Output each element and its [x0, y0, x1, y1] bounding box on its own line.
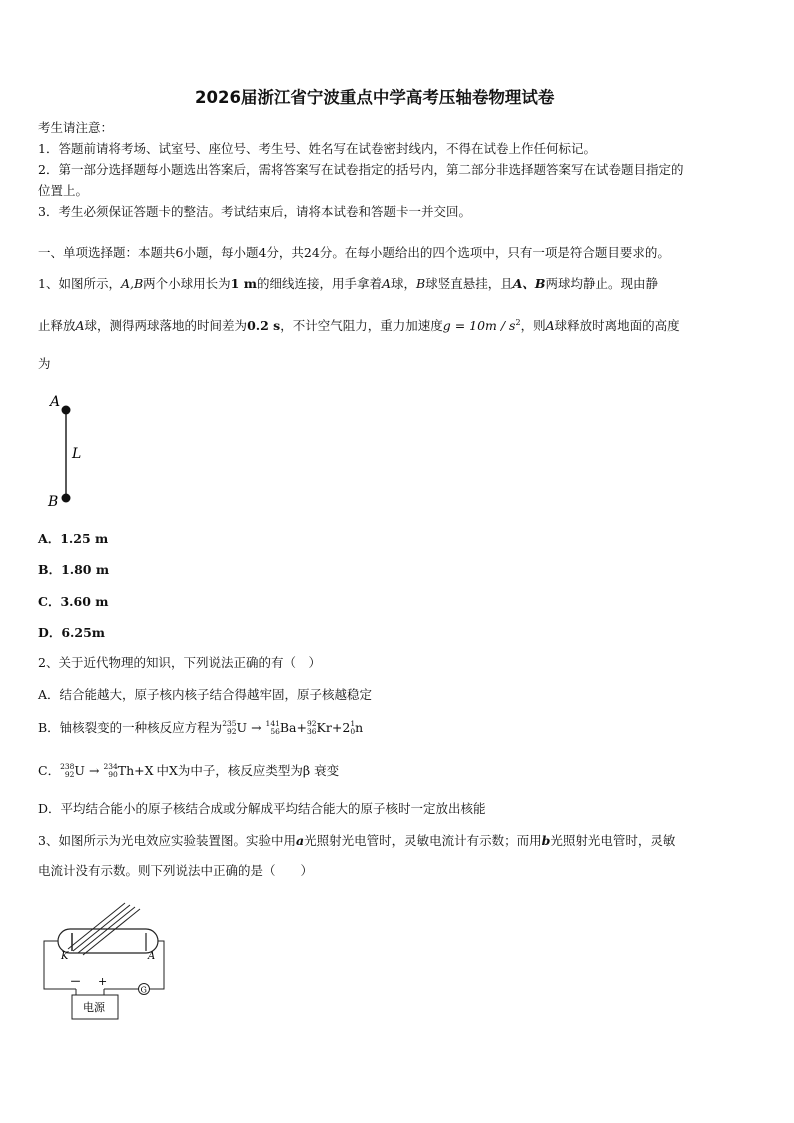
- symbol: U: [236, 720, 248, 735]
- symbol: Th+X: [117, 763, 154, 778]
- notice-item-1: 1．答题前请将考场、试室号、座位号、考生号、姓名写在试卷密封线内，不得在试卷上作任何标记。: [38, 141, 596, 156]
- light-ray: [78, 907, 135, 953]
- q1-line-1: [38, 276, 658, 291]
- q1-option-d[interactable]: D．6.25m: [38, 625, 106, 640]
- q1-text: 球竖直悬挂，且: [425, 276, 513, 291]
- q3-text: 光照射光电管时，灵敏电流计有示数；而用: [304, 833, 542, 848]
- section-heading: 一、单项选择题：本题共6小题，每小题4分，共24分。在每小题给出的四个选项中，只有一项是符合题目要求的。: [38, 245, 670, 260]
- photo-tube: [58, 929, 158, 953]
- atomic-number: 0: [350, 726, 356, 736]
- label-g: G: [140, 985, 147, 995]
- q1-var: A: [545, 318, 555, 333]
- q1-text: 球，测得两球落地的时间差为: [84, 318, 248, 333]
- notice-heading: 考生请注意：: [38, 120, 114, 135]
- q1-option-b[interactable]: B．1.80 m: [38, 562, 110, 577]
- mass-number: 92: [307, 719, 317, 728]
- label-k: K: [61, 951, 69, 962]
- q1-option-a[interactable]: A．1.25 m: [38, 531, 109, 546]
- q1-value: 1 m: [230, 276, 257, 291]
- plus-sign: +: [296, 720, 307, 735]
- q2-option-a[interactable]: A．结合能越大，原子核内核子结合得越牢固，原子核越稳定: [38, 687, 373, 702]
- q1-text: 两个小球用长为: [143, 276, 231, 291]
- q2-option-d[interactable]: D．平均结合能小的原子核结合成或分解成平均结合能大的原子核时一定放出核能: [38, 801, 486, 816]
- q1-value: 0.2 s: [247, 318, 281, 333]
- notice-item-2: 2．第一部分选择题每小题选出答案后，需将答案写在试卷指定的括号内，第二部分非选择题答案写在试卷题目指定的: [38, 162, 684, 177]
- symbol: Ba: [279, 720, 297, 735]
- label-source: 电源: [83, 1001, 105, 1014]
- atomic-number: 92: [226, 726, 237, 736]
- q1-text: 两球均静止。现由静: [545, 276, 658, 291]
- nuclide-th234: [103, 763, 117, 778]
- fig-label-b: B: [48, 494, 59, 510]
- q2c-prefix: C．: [38, 763, 61, 778]
- plus-sign: +2: [331, 720, 351, 735]
- q3-line-2: 电流计没有示数。则下列说法中正确的是（ ）: [38, 863, 314, 878]
- q1-text: 1、如图所示，: [38, 276, 121, 291]
- q1-text: 球释放时离地面的高度: [554, 318, 680, 333]
- symbol: U: [74, 763, 85, 778]
- light-ray: [83, 909, 140, 955]
- label-a: A: [148, 951, 156, 962]
- symbol: Kr: [316, 720, 332, 735]
- q2-stem: 2、关于近代物理的知识，下列说法正确的有（ ）: [38, 655, 321, 670]
- symbol: n: [355, 720, 364, 735]
- nuclide-u235: [222, 720, 236, 735]
- atomic-number: 92: [64, 769, 75, 779]
- fig-label-a: A: [50, 394, 61, 410]
- q2c-suffix: 中X为中子，核反应类型为β 衰变: [156, 763, 340, 778]
- q1-var: A: [381, 276, 391, 291]
- fig-label-l: L: [72, 446, 82, 462]
- q1-text: 止释放: [38, 318, 76, 333]
- light-ray: [73, 905, 130, 951]
- q1-text: 球，: [391, 276, 417, 291]
- q2b-prefix: B．铀核裂变的一种核反应方程为: [38, 720, 223, 735]
- q1-text: ，则: [520, 318, 546, 333]
- q1-exponent: 2: [515, 317, 521, 327]
- q2-option-c[interactable]: [38, 763, 339, 778]
- notice-item-3: 3．考生必须保证答题卡的整洁。考试结束后，请将本试卷和答题卡一并交回。: [38, 204, 471, 219]
- nuclide-neutron: [350, 720, 355, 735]
- q3-text: 3、如图所示为光电效应实验装置图。实验中用: [38, 833, 296, 848]
- mass-number: 235: [222, 719, 237, 728]
- q3-figure: [40, 895, 170, 1025]
- q3-line-1: [38, 833, 675, 848]
- q1-formula: g = 10m / s: [442, 318, 516, 333]
- q1-var: A、B: [512, 276, 546, 291]
- atomic-number: 90: [108, 769, 118, 779]
- label-plus: +: [98, 975, 108, 988]
- ball-b: [62, 494, 71, 503]
- ball-a: [62, 406, 71, 415]
- q3-text: 光照射光电管时，灵敏: [550, 833, 676, 848]
- nuclide-ba141: [266, 720, 280, 735]
- label-minus: －: [70, 975, 81, 988]
- q3-var: a: [295, 833, 305, 848]
- q1-option-c[interactable]: C．3.60 m: [38, 594, 109, 609]
- q1-var: A,B: [120, 276, 144, 291]
- nuclide-u238: [60, 763, 74, 778]
- mass-number: 141: [265, 719, 280, 728]
- mass-number: 238: [60, 762, 75, 771]
- q2-option-b[interactable]: [38, 720, 363, 735]
- notice-item-2-cont: 位置上。: [38, 183, 89, 198]
- page-title: 2026届浙江省宁波重点中学高考压轴卷物理试卷: [195, 88, 555, 107]
- q1-text: 的细线连接，用手拿着: [256, 276, 382, 291]
- q1-line-3: 为: [38, 356, 51, 371]
- q1-var: A: [75, 318, 85, 333]
- light-ray: [68, 903, 125, 949]
- nuclide-kr92: [307, 720, 317, 735]
- q3-var: b: [541, 833, 551, 848]
- mass-number: 234: [103, 762, 118, 771]
- atomic-number: 56: [270, 726, 280, 736]
- q1-line-2: [38, 318, 680, 333]
- q1-figure: [40, 388, 100, 513]
- arrow-icon: →: [88, 763, 100, 778]
- q1-var: B: [416, 276, 426, 291]
- arrow-icon: →: [251, 720, 262, 735]
- q1-text: ，不计空气阻力，重力加速度: [280, 318, 443, 333]
- atomic-number: 36: [307, 726, 317, 736]
- mass-number: 1: [350, 719, 356, 728]
